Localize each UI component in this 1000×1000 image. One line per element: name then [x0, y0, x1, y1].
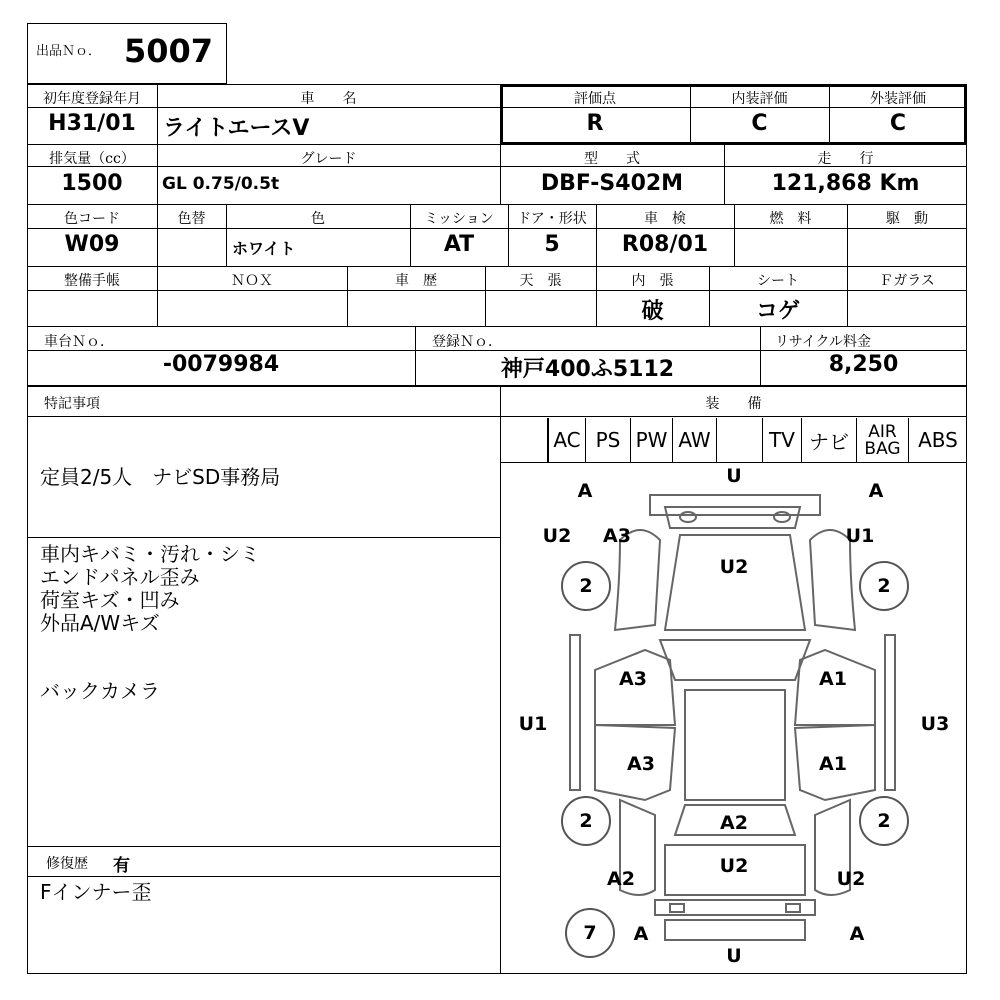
notes-line-6: バックカメラ — [40, 679, 160, 703]
rear-bumper-mark: U — [726, 945, 742, 967]
header-door: ドア・形状 — [517, 211, 587, 227]
interior-lining-value: 破 — [641, 299, 664, 324]
model-value: DBF-S402M — [540, 171, 684, 196]
seat-value: コゲ — [755, 299, 800, 324]
repair-detail: Fインナー歪 — [40, 880, 152, 904]
header-roof: 天 張 — [519, 273, 562, 289]
notes-line-2: エンドパネル歪み — [40, 565, 200, 589]
left-rear-door-mark: A3 — [627, 753, 655, 775]
color-code-value: W09 — [64, 232, 120, 257]
chassis-value: -0079984 — [162, 352, 280, 377]
notes-header: 特記事項 — [44, 396, 100, 412]
header-recycle: リサイクル料金 — [775, 334, 872, 350]
header-mileage: 走 行 — [817, 151, 874, 167]
header-maintenance: 整備手帳 — [64, 273, 120, 289]
rear-right-tire-mark: 2 — [877, 810, 891, 832]
right-side-mark: U3 — [920, 713, 950, 735]
color-value: ホワイト — [232, 239, 296, 258]
front-left-tire-circle — [561, 561, 611, 611]
header-chassis: 車台Ｎｏ． — [44, 334, 114, 350]
rear-left-tire-circle — [561, 796, 611, 846]
header-nox: ＮＯＸ — [231, 273, 273, 289]
spare-tire-mark: 7 — [583, 922, 597, 944]
front-left-fender-u-mark: U2 — [542, 525, 572, 547]
header-color-code: 色コード — [64, 211, 120, 227]
notes-line-3: 荷室キズ・凹み — [40, 588, 180, 612]
left-side-mark: U1 — [518, 713, 548, 735]
equipment-abs: ABS — [918, 428, 958, 452]
equipment-blank-1 — [500, 418, 548, 462]
header-reg-year: 初年度登録年月 — [43, 91, 141, 107]
rear-right-quarter-mark: U2 — [836, 868, 866, 890]
repair-label: 修復歴 — [46, 856, 88, 872]
rear-right-tire-circle — [859, 796, 909, 846]
notes-line1: 定員2/5人 ナビSD事務局 — [40, 465, 281, 489]
left-front-door-mark: A3 — [619, 668, 647, 690]
header-fuel: 燃 料 — [769, 211, 812, 227]
header-seat: シート — [757, 273, 799, 289]
front-right-tire-mark: 2 — [877, 575, 891, 597]
grade-value: GL 0.75/0.5t — [162, 174, 280, 194]
header-car-name: 車 名 — [300, 91, 357, 107]
front-right-corner-mark: A — [868, 480, 884, 502]
rear-left-tire-mark: 2 — [579, 810, 593, 832]
rear-left-corner-mark: A — [633, 923, 649, 945]
inspection-value: R08/01 — [621, 232, 709, 257]
spare-tire-circle — [565, 908, 615, 958]
reg-year-value: H31/01 — [48, 111, 136, 136]
header-registration: 登録Ｎｏ． — [432, 334, 502, 350]
header-interior: 内装評価 — [731, 91, 788, 107]
interior-value: C — [751, 111, 768, 136]
header-grade: グレード — [300, 151, 357, 167]
front-left-corner-mark: A — [577, 480, 593, 502]
header-displacement: 排気量（cc） — [49, 151, 135, 167]
rear-left-quarter-mark: A2 — [607, 868, 635, 890]
front-left-fender-a-mark: A3 — [603, 525, 631, 547]
recycle-value: 8,250 — [828, 352, 899, 377]
header-drive: 駆 動 — [886, 211, 928, 227]
hood-mark: U2 — [719, 556, 749, 578]
notes-line-1: 車内キバミ・汚れ・シミ — [40, 542, 260, 566]
header-score: 評価点 — [574, 91, 616, 107]
equipment-tv: TV — [763, 418, 802, 462]
header-color: 色 — [311, 211, 325, 227]
header-interior-lining: 内 張 — [631, 273, 674, 289]
car-name-value: ライトエースV — [163, 116, 310, 141]
header-inspection: 車 検 — [644, 211, 686, 227]
header-transmission: ミッション — [424, 211, 494, 227]
header-history: 車 歴 — [395, 273, 437, 289]
tailgate-mark: U2 — [719, 855, 749, 877]
lot-label: 出品Ｎｏ． — [36, 44, 102, 59]
right-front-door-mark: A1 — [819, 668, 847, 690]
front-right-tire-circle — [859, 561, 909, 611]
equipment-blank-2 — [717, 418, 763, 462]
header-f-glass: Ｆガラス — [879, 273, 935, 289]
header-exterior: 外装評価 — [870, 91, 926, 107]
rear-glass-mark: A2 — [720, 812, 748, 834]
rear-right-corner-mark: A — [849, 923, 865, 945]
transmission-value: AT — [443, 232, 475, 257]
equipment-header: 装 備 — [705, 396, 762, 412]
score-value: R — [586, 111, 604, 136]
equipment-airbag: AIR BAG — [857, 418, 909, 462]
repair-value: 有 — [113, 856, 130, 876]
equipment-navi: ナビ — [802, 418, 857, 462]
lot-number: 5007 — [124, 32, 214, 70]
right-rear-door-mark: A1 — [819, 753, 847, 775]
equipment-ps: PS — [586, 418, 631, 462]
equipment-pw: PW — [631, 418, 673, 462]
equipment-ac: AC — [548, 418, 586, 462]
door-value: 5 — [544, 232, 560, 257]
notes-line-4: 外品A/Wキズ — [40, 611, 160, 635]
front-right-fender-mark: U1 — [845, 525, 875, 547]
exterior-value: C — [889, 111, 907, 136]
mileage-value: 121,868 Km — [771, 171, 920, 196]
header-color-change: 色替 — [177, 211, 206, 227]
displacement-value: 1500 — [61, 171, 123, 196]
header-model: 型 式 — [584, 151, 640, 167]
equipment-aw: AW — [673, 418, 717, 462]
front-bumper-mark: U — [726, 465, 742, 487]
front-left-tire-mark: 2 — [579, 575, 593, 597]
registration-value: 神戸400ふ5112 — [500, 357, 675, 382]
